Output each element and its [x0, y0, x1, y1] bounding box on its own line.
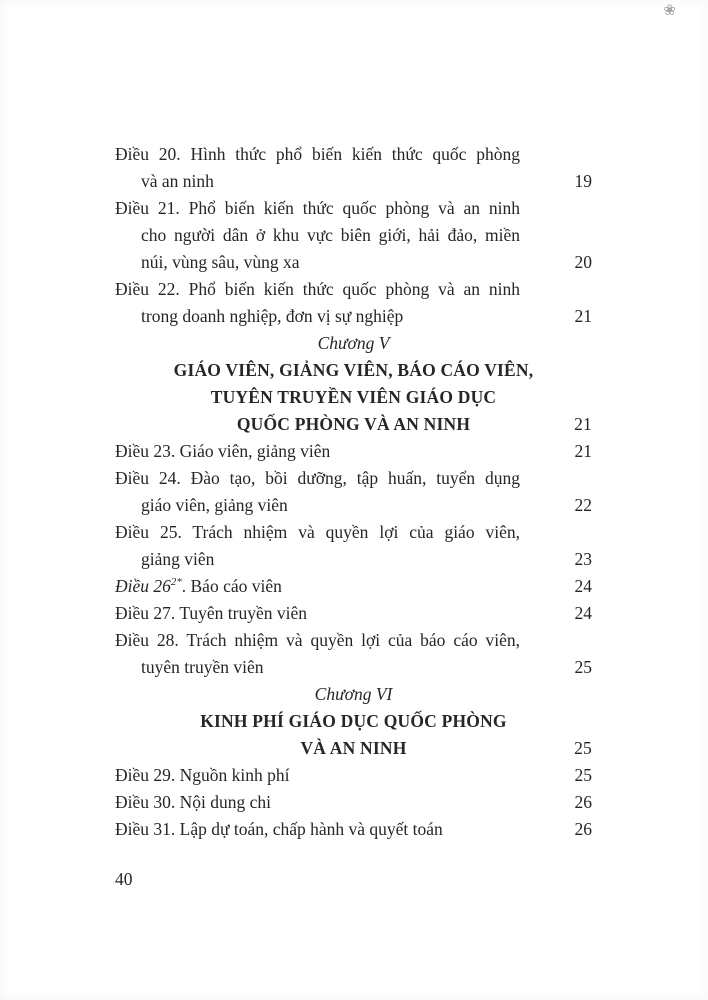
toc-page-number: 21 — [574, 441, 592, 461]
toc-page-number: 21 — [574, 306, 592, 326]
toc-line-text: QUỐC PHÒNG VÀ AN NINH — [236, 414, 471, 434]
toc-line — [115, 438, 592, 465]
toc-line — [115, 546, 592, 573]
toc-line — [115, 600, 592, 627]
toc-chapter-entry — [115, 681, 592, 762]
toc-line-text: VÀ AN NINH — [300, 738, 407, 758]
toc-line — [115, 249, 592, 276]
toc-line — [115, 681, 592, 708]
toc-line — [115, 168, 592, 195]
toc-article-entry — [115, 600, 592, 627]
toc-line-text: Điều 31. Lập dự toán, chấp hành và quyết toán — [115, 819, 443, 839]
toc-line-segment: . Báo cáo viên — [181, 576, 282, 596]
toc-line — [115, 465, 592, 492]
toc-line-text: núi, vùng sâu, vùng xa — [141, 252, 300, 272]
toc-page-number: 26 — [574, 792, 592, 812]
toc-line — [115, 762, 592, 789]
toc-line-text: GIÁO VIÊN, GIẢNG VIÊN, BÁO CÁO VIÊN, — [173, 360, 534, 380]
toc-page-number: 23 — [574, 549, 592, 569]
toc-page-number: 24 — [574, 576, 592, 596]
toc-chapter-entry — [115, 330, 592, 438]
toc-line-text: Điều 27. Tuyên truyền viên — [115, 603, 308, 623]
toc-page-number: 24 — [574, 603, 592, 623]
toc-line-text: cho người dân ở khu vực biên giới, hải đảo, miền — [141, 225, 520, 245]
toc-line — [115, 816, 592, 843]
toc-line-text: giảng viên — [141, 549, 215, 569]
toc-line-text: TUYÊN TRUYỀN VIÊN GIÁO DỤC — [210, 387, 497, 407]
toc-line — [115, 411, 592, 438]
toc-line-segment: Điều 26 — [115, 576, 171, 596]
toc-line — [115, 384, 592, 411]
toc-line-text: tuyên truyền viên — [141, 657, 264, 677]
toc-line — [115, 195, 592, 222]
toc-line — [115, 573, 592, 600]
toc-list — [115, 141, 592, 843]
toc-line — [115, 330, 592, 357]
toc-line-text: Điều 30. Nội dung chi — [115, 792, 272, 812]
toc-line-text: Điều 21. Phổ biến kiến thức quốc phòng và an ninh — [115, 198, 520, 218]
toc-article-entry — [115, 762, 592, 789]
toc-page-number: 22 — [574, 495, 592, 515]
toc-article-entry — [115, 519, 592, 573]
toc-page-number: 25 — [574, 765, 592, 785]
toc-line-text: Chương V — [317, 333, 390, 353]
toc-line — [115, 735, 592, 762]
toc-article-entry — [115, 141, 592, 195]
toc-line — [115, 222, 592, 249]
toc-line — [115, 357, 592, 384]
toc-line-text: Điều 23. Giáo viên, giảng viên — [115, 441, 331, 461]
toc-line-text: Chương VI — [314, 684, 393, 704]
toc-article-entry — [115, 789, 592, 816]
toc-line-text: KINH PHÍ GIÁO DỤC QUỐC PHÒNG — [200, 711, 507, 731]
toc-line-text: Điều 20. Hình thức phổ biến kiến thức quốc phòng — [115, 144, 520, 164]
toc-line-segment: 2* — [170, 576, 182, 589]
toc-article-entry — [115, 438, 592, 465]
toc-article-entry — [115, 276, 592, 330]
flower-icon: ❀ — [663, 3, 676, 19]
toc-page-number: 26 — [574, 819, 592, 839]
toc-article-entry — [115, 573, 592, 600]
toc-article-entry — [115, 195, 592, 276]
toc-page-number: 21 — [574, 414, 592, 434]
toc-line — [115, 492, 592, 519]
toc-line — [115, 141, 592, 168]
toc-page-number: 19 — [574, 171, 592, 191]
toc-line-text: và an ninh — [141, 171, 214, 191]
toc-article-entry — [115, 465, 592, 519]
toc-line-text: Điều 28. Trách nhiệm và quyền lợi của báo cáo viên, — [115, 630, 520, 650]
toc-page-number: 25 — [574, 738, 592, 758]
toc-article-entry — [115, 816, 592, 843]
toc-line — [115, 519, 592, 546]
toc-line-text: trong doanh nghiệp, đơn vị sự nghiệp — [141, 306, 404, 326]
toc-line-text: Điều 22. Phổ biến kiến thức quốc phòng và an ninh — [115, 279, 520, 299]
toc-line-text: giáo viên, giảng viên — [141, 495, 288, 515]
toc-line — [115, 654, 592, 681]
toc-line — [115, 627, 592, 654]
toc-page-number: 25 — [574, 657, 592, 677]
page-footer-number: 40 — [115, 869, 133, 889]
toc-line — [115, 708, 592, 735]
toc-line-text — [115, 576, 282, 596]
toc-line-text: Điều 29. Nguồn kinh phí — [115, 765, 290, 785]
toc-line-text: Điều 25. Trách nhiệm và quyền lợi của giáo viên, — [115, 522, 520, 542]
toc-article-entry — [115, 627, 592, 681]
toc-page-number: 20 — [574, 252, 592, 272]
toc-line — [115, 276, 592, 303]
toc-line-text: Điều 24. Đào tạo, bồi dưỡng, tập huấn, tuyển dụng — [115, 468, 520, 488]
toc-line — [115, 303, 592, 330]
toc-line — [115, 789, 592, 816]
